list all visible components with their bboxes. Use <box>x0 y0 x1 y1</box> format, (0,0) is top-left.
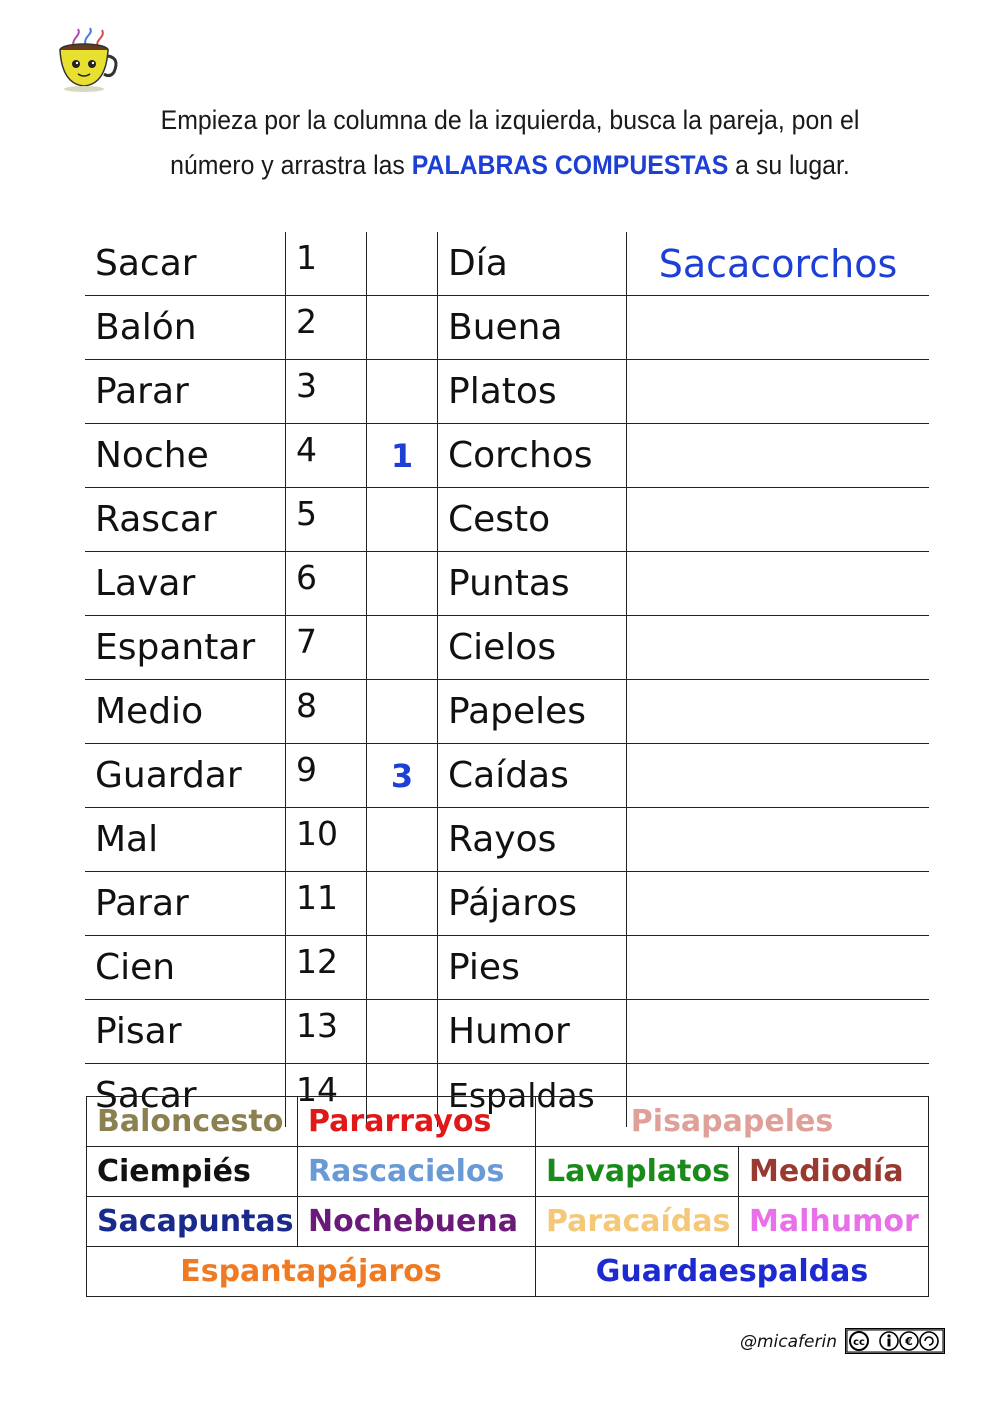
matching-row <box>85 552 929 616</box>
compound-drop-zone[interactable] <box>627 872 930 936</box>
word-bank-item[interactable]: Rascacielos <box>298 1147 536 1197</box>
word-bank-item[interactable]: Espantapájaros <box>87 1247 536 1297</box>
left-word: Balón <box>85 296 286 360</box>
left-word: Lavar <box>85 552 286 616</box>
compound-drop-zone[interactable] <box>627 808 930 872</box>
answer-input[interactable] <box>367 936 438 1000</box>
matching-row <box>85 680 929 744</box>
answer-input[interactable] <box>367 1000 438 1064</box>
matching-row <box>85 936 929 1000</box>
right-word: Puntas <box>438 552 627 616</box>
right-word: Corchos <box>438 424 627 488</box>
right-word: Caídas <box>438 744 627 808</box>
matching-row <box>85 232 929 296</box>
right-word: Rayos <box>438 808 627 872</box>
row-number: 1 <box>286 232 367 296</box>
answer-input[interactable]: 3 <box>367 744 438 808</box>
left-word: Rascar <box>85 488 286 552</box>
word-bank-item[interactable]: Guardaespaldas <box>536 1247 929 1297</box>
instructions-text-end: a su lugar. <box>735 150 850 180</box>
left-word: Pisar <box>85 1000 286 1064</box>
word-bank-item[interactable]: Malhumor <box>739 1197 929 1247</box>
matching-row <box>85 872 929 936</box>
row-number: 6 <box>286 552 367 616</box>
instructions-line-2 <box>96 143 924 188</box>
compound-drop-zone[interactable] <box>627 424 930 488</box>
answer-input[interactable] <box>367 552 438 616</box>
matching-row <box>85 616 929 680</box>
left-word: Parar <box>85 872 286 936</box>
creative-commons-license-icon <box>845 1328 945 1354</box>
right-word: Pájaros <box>438 872 627 936</box>
compound-drop-zone[interactable] <box>627 936 930 1000</box>
answer-input[interactable] <box>367 872 438 936</box>
compound-drop-zone[interactable]: Sacacorchos <box>627 232 930 296</box>
answer-input[interactable] <box>367 808 438 872</box>
right-word: Cesto <box>438 488 627 552</box>
compound-drop-zone[interactable] <box>627 360 930 424</box>
right-word: Papeles <box>438 680 627 744</box>
matching-row <box>85 488 929 552</box>
author-credit: @micaferin <box>740 1332 837 1352</box>
right-word: Pies <box>438 936 627 1000</box>
left-word: Sacar <box>95 1075 197 1116</box>
matching-table <box>85 232 929 1127</box>
word-bank-item[interactable]: Ciempiés <box>87 1147 298 1197</box>
answer-input[interactable] <box>367 488 438 552</box>
instructions-line-1: Empieza por la columna de la izquierda, busca la pareja, pon el <box>160 105 860 135</box>
word-bank-item[interactable]: Paracaídas <box>536 1197 739 1247</box>
right-word: Platos <box>438 360 627 424</box>
row-number: 3 <box>286 360 367 424</box>
word-bank-item[interactable]: Nochebuena <box>298 1197 536 1247</box>
row-number: 4 <box>286 424 367 488</box>
matching-row <box>85 360 929 424</box>
instructions <box>96 98 924 188</box>
compound-drop-zone[interactable] <box>627 680 930 744</box>
answer-input[interactable]: 1 <box>367 424 438 488</box>
word-bank-table <box>86 1096 929 1297</box>
compound-drop-zone[interactable] <box>627 488 930 552</box>
word-bank-item[interactable]: Pisapapeles <box>536 1097 929 1147</box>
left-word: Medio <box>85 680 286 744</box>
word-bank-item[interactable]: Baloncesto <box>87 1097 298 1147</box>
row-number: 5 <box>286 488 367 552</box>
row-number: 13 <box>286 1000 367 1064</box>
word-bank-item[interactable]: Sacapuntas <box>87 1197 298 1247</box>
left-word: Espantar <box>85 616 286 680</box>
row-number: 14 <box>286 1064 367 1128</box>
right-word: Día <box>438 232 627 296</box>
answer-input[interactable] <box>367 616 438 680</box>
matching-row <box>85 296 929 360</box>
svg-text:€: € <box>905 1335 913 1348</box>
compound-drop-zone[interactable] <box>627 616 930 680</box>
compound-drop-zone[interactable] <box>627 296 930 360</box>
row-number: 9 <box>286 744 367 808</box>
answer-input[interactable] <box>367 296 438 360</box>
right-word: Espaldas <box>438 1064 627 1128</box>
left-word: Cien <box>85 936 286 1000</box>
matching-row <box>85 424 929 488</box>
row-number: 10 <box>286 808 367 872</box>
row-number: 12 <box>286 936 367 1000</box>
right-word: Cielos <box>438 616 627 680</box>
answer-input[interactable] <box>367 360 438 424</box>
left-word: Mal <box>85 808 286 872</box>
right-word: Buena <box>438 296 627 360</box>
compound-drop-zone[interactable] <box>627 744 930 808</box>
left-word: Noche <box>85 424 286 488</box>
instructions-highlight: PALABRAS COMPUESTAS <box>411 150 729 180</box>
word-bank-item[interactable]: Mediodía <box>739 1147 929 1197</box>
word-bank-item[interactable]: Lavaplatos <box>536 1147 739 1197</box>
word-bank-item[interactable]: Pararrayos <box>298 1097 536 1147</box>
left-word: Guardar <box>85 744 286 808</box>
left-word: Parar <box>85 360 286 424</box>
answer-input[interactable] <box>367 680 438 744</box>
row-number: 11 <box>286 872 367 936</box>
matching-row <box>85 744 929 808</box>
compound-drop-zone[interactable] <box>627 552 930 616</box>
left-word: Sacar <box>85 232 286 296</box>
row-number: 2 <box>286 296 367 360</box>
row-number: 7 <box>286 616 367 680</box>
answer-input[interactable] <box>367 232 438 296</box>
matching-row <box>85 808 929 872</box>
svg-text:cc: cc <box>853 1337 865 1348</box>
row-number: 8 <box>286 680 367 744</box>
compound-drop-zone[interactable] <box>627 1000 930 1064</box>
instructions-text: número y arrastra las <box>170 150 405 180</box>
matching-row <box>85 1000 929 1064</box>
coffee-cup-logo <box>52 26 120 94</box>
right-word: Humor <box>438 1000 627 1064</box>
